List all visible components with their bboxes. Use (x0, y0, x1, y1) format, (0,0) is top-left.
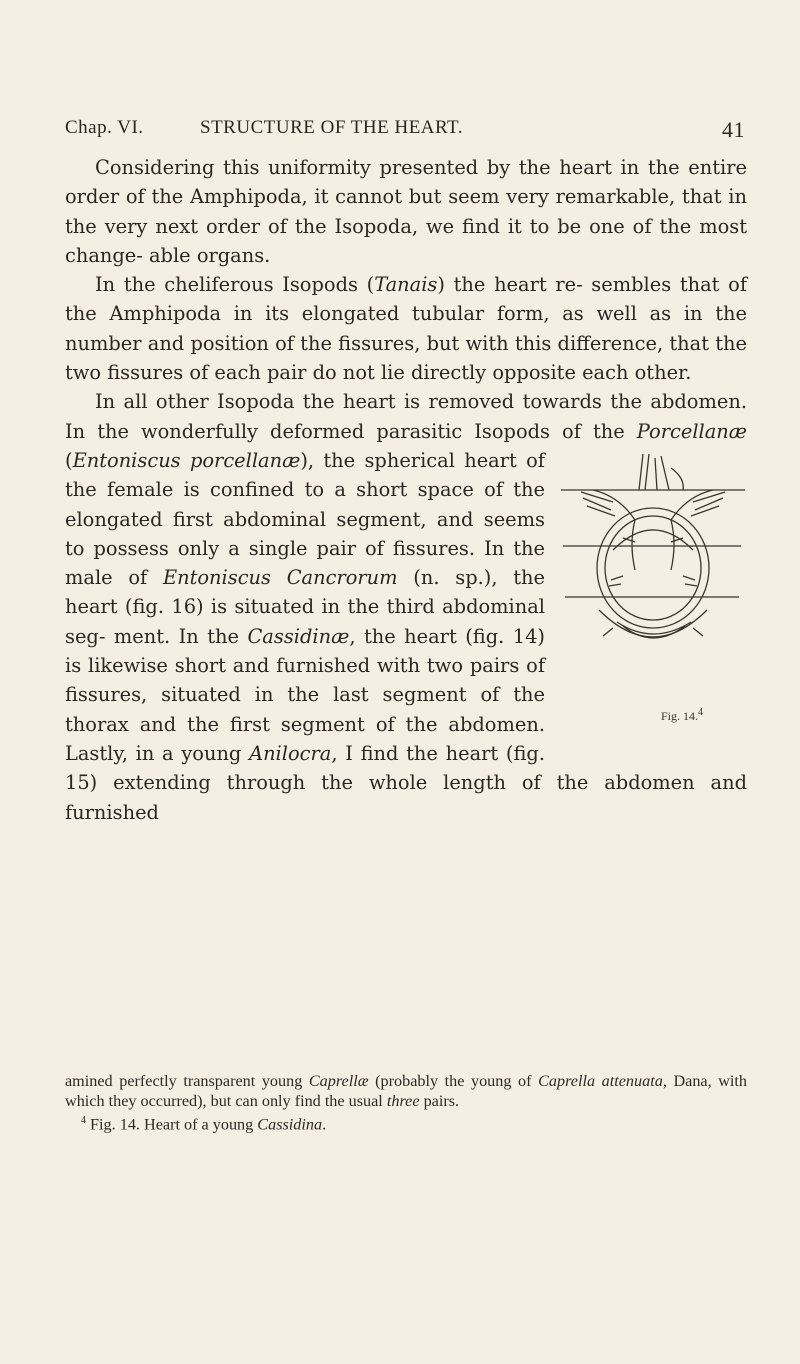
text-run: ( (65, 448, 73, 472)
taxon-name: Porcellanæ (636, 419, 747, 443)
figure-14 (553, 450, 753, 753)
paragraph-1: Considering this uniformity presented by the heart in the entire order of the Amphipoda, it cannot but seem very remarkable, that in the very next order of the Isopoda, we find it to be one of the most change- able organs. (65, 156, 747, 267)
text-run: . (322, 1115, 327, 1134)
footnote-marker: 4 (81, 1115, 86, 1126)
body-text (65, 153, 747, 827)
text-run: Fig. 14. Heart of a young (86, 1115, 258, 1134)
paragraph-3 (65, 387, 747, 826)
text-run: In the cheliferous Isopods ( (95, 273, 375, 297)
footnote-4 (65, 1111, 747, 1135)
footnote-3-continued (65, 1072, 747, 1111)
text-run: , I find the heart (fig. 15) extending through the whole length of the abdomen and furnished (65, 741, 747, 824)
text-run: ), the spherical heart of the female is confined to a short space of the elongated first abdominal segment, and seems to possess only a single pair of fissures. In the male of (65, 448, 545, 590)
text-run: In all other Isopoda the heart is removed towards the abdomen. In the wonderfully deformed parasitic Isopods of the (65, 390, 747, 443)
page-number: 41 (722, 117, 745, 142)
text-run: amined perfectly transparent young (65, 1072, 309, 1090)
figure-caption (631, 698, 703, 731)
taxon-name: Entoniscus Cancrorum (162, 566, 398, 590)
taxon-name: Cassidina (257, 1115, 323, 1134)
footnote-ref: 4 (698, 706, 704, 718)
paragraph-2 (65, 270, 747, 387)
text-run: pairs. (419, 1091, 460, 1110)
footnotes (65, 1072, 747, 1135)
text-run: , Dana, with which they occurred), but can only find the usual (65, 1072, 747, 1110)
taxon-name: Caprella attenuata (538, 1072, 663, 1090)
taxon-name: Entoniscus porcellanæ (72, 448, 301, 472)
running-title: STRUCTURE OF THE HEART. (200, 117, 463, 138)
taxon-name: Caprellæ (308, 1072, 369, 1090)
emphasis: three (386, 1091, 420, 1110)
genus-name: Anilocra (249, 741, 332, 765)
text-run: , the heart (fig. 14) is likewise short and furnished with two pairs of fissures, situated in the last segment of the thorax and the first segment of the abdomen. Lastly, in a young (65, 624, 545, 765)
text-run: ) the heart re- sembles that of the Amphipoda in its elongated tubular form, as well as in the number and position of the fissures, but with this difference, that the two fissures of each pair do not lie directly opposite each other. (65, 273, 747, 385)
chapter-label: Chap. VI. (65, 117, 144, 138)
genus-name: Tanais (374, 273, 438, 297)
text-run: (probably the young of (368, 1072, 539, 1090)
running-header (65, 117, 745, 147)
text-run: (n. sp.), the heart (fig. 16) is situated in the third abdominal seg- ment. In the (65, 566, 545, 648)
caption-text: Fig. 14. (661, 708, 699, 723)
taxon-name: Cassidinæ (247, 624, 350, 648)
heart-illustration (553, 450, 753, 690)
